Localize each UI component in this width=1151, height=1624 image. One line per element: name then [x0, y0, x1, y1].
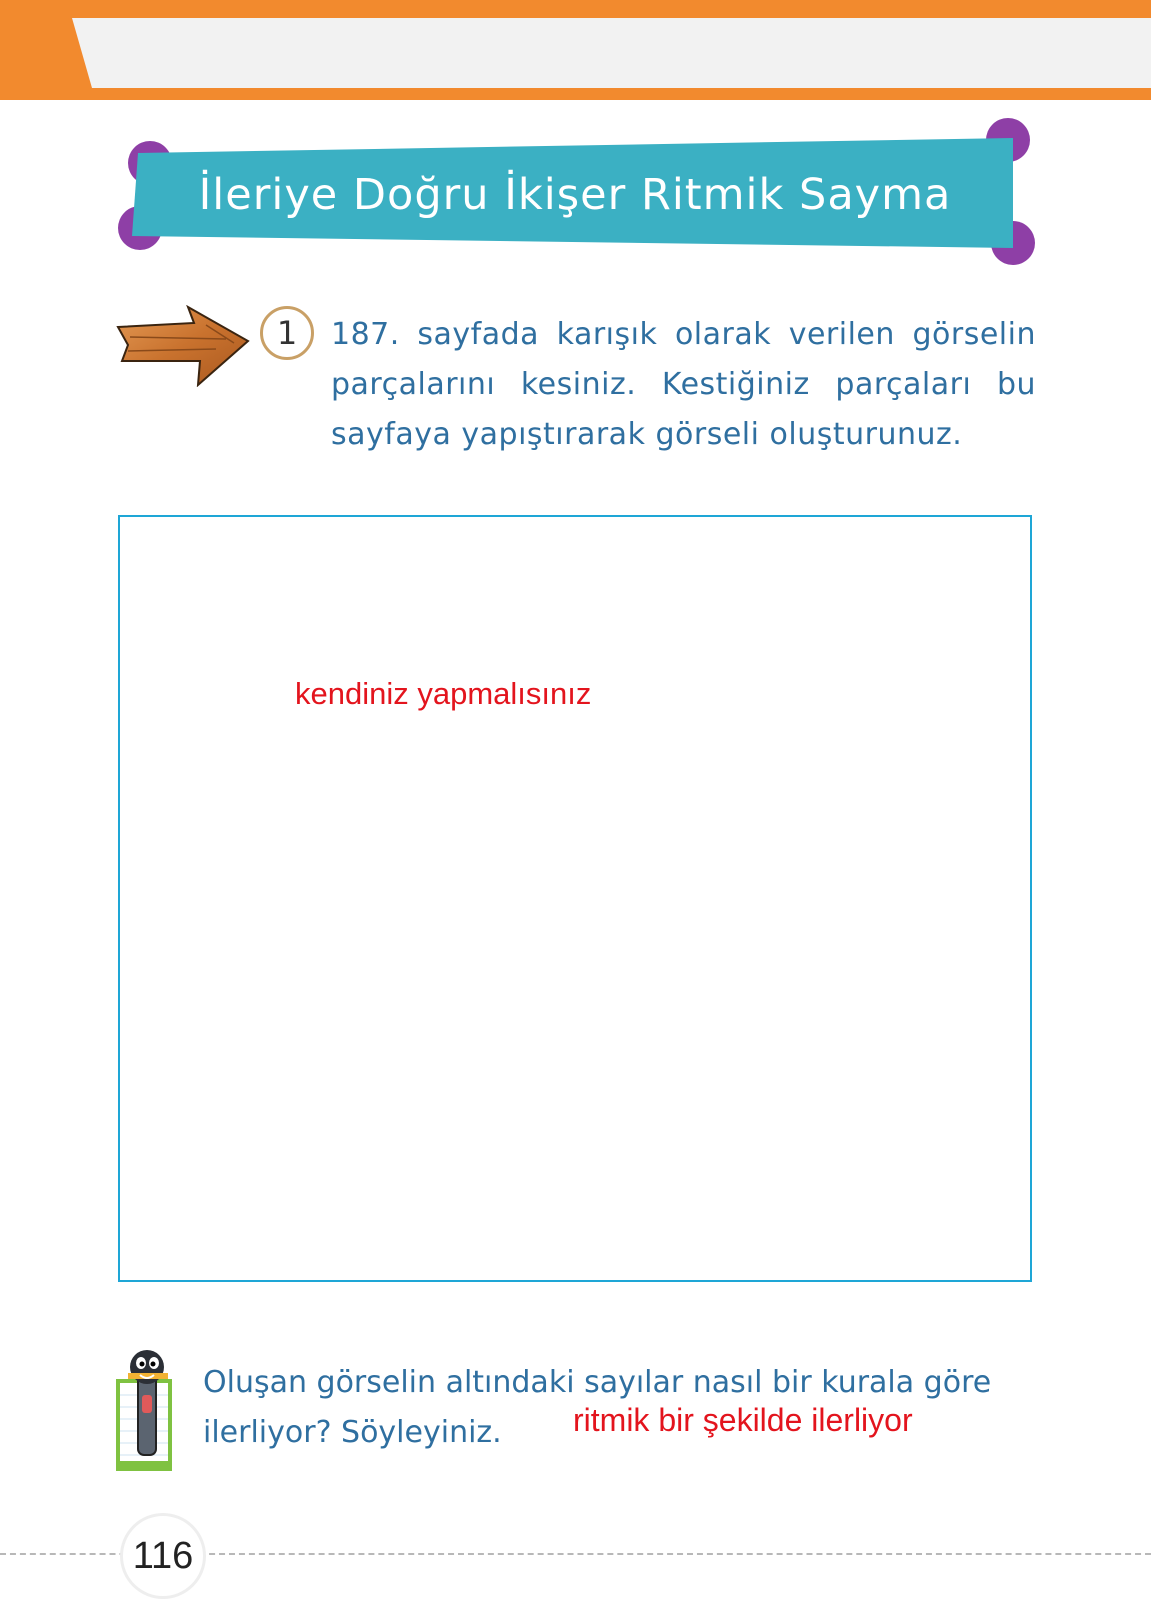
handwritten-answer-2: ritmik bir şekilde ilerliyor — [573, 1402, 913, 1438]
page-number: 116 — [120, 1513, 206, 1599]
activity-instruction: 187. sayfada karışık olarak verilen görselin parçalarını kesiniz. Kestiğiniz parçaları bu sayfaya yapıştırarak görseli oluşturunuz. — [331, 317, 1036, 452]
handwritten-answer-1: kendiniz yapmalısınız — [295, 676, 592, 711]
activity-number: 1 — [260, 306, 314, 360]
arrow-icon — [116, 305, 252, 387]
collage-work-area — [118, 515, 1032, 1282]
page-title: İleriye Doğru İkişer Ritmik Sayma — [198, 170, 952, 220]
question-text: Oluşan görselin altındaki sayılar nasıl bir kurala göre ilerliyor? Söyleyiniz. — [203, 1365, 992, 1450]
pen-mascot-icon — [116, 1345, 178, 1473]
top-header-band — [0, 0, 1151, 100]
